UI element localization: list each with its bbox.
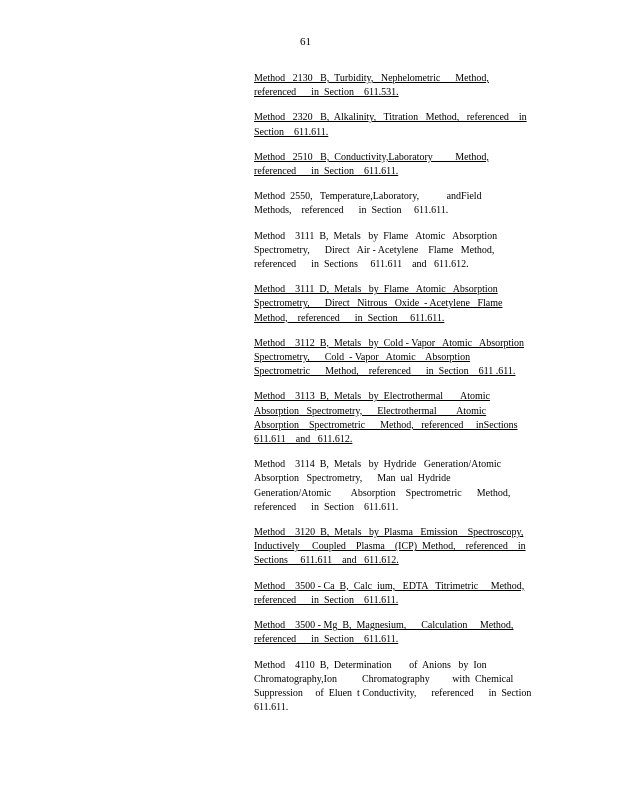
method-entry xyxy=(254,458,546,515)
method-entry-text: referenced in Section 611.611. xyxy=(254,501,399,513)
method-entry-line xyxy=(254,204,546,218)
method-entry-line xyxy=(254,701,546,715)
method-entry-line xyxy=(254,526,546,540)
method-entry-line xyxy=(254,190,546,204)
method-entry-text: Method 3113 B, Metals by Electrothermal Atomic xyxy=(254,391,490,403)
method-entry-line xyxy=(254,72,546,86)
method-entry-text: 611.611 and 611.612. xyxy=(254,434,353,446)
method-list xyxy=(254,72,546,726)
method-entry xyxy=(254,580,546,608)
method-entry-text: referenced in Section 611.611. xyxy=(254,166,399,178)
method-entry-line xyxy=(254,86,546,100)
method-entry-text: Sections 611.611 and 611.612. xyxy=(254,555,399,567)
method-entry-line xyxy=(254,351,546,365)
method-entry-text: Method 3114 B, Metals by Hydride Generation/Atomic xyxy=(254,459,502,471)
method-entry-line xyxy=(254,594,546,608)
method-entry xyxy=(254,190,546,218)
method-entry-text: Spectrometry, Direct Air - Acetylene Flame Method, xyxy=(254,244,495,256)
method-entry xyxy=(254,72,546,100)
method-entry-line xyxy=(254,230,546,244)
method-entry-text: Suppression of Eluen t Conductivity, referenced in Section xyxy=(254,687,532,699)
method-entry-text: Method 3500 - Ca B, Calc ium, EDTA Titrimetric Method, xyxy=(254,580,525,592)
method-entry-line xyxy=(254,405,546,419)
method-entry-line xyxy=(254,297,546,311)
method-entry-line xyxy=(254,487,546,501)
method-entry-line xyxy=(254,687,546,701)
method-entry-line xyxy=(254,458,546,472)
method-entry-text: Method 3500 - Mg B, Magnesium, Calculation Method, xyxy=(254,620,514,632)
method-entry-text: referenced in Section 611.611. xyxy=(254,634,399,646)
method-entry-text: Spectrometric Method, referenced in Section 611 .611. xyxy=(254,366,516,378)
method-entry-text: Inductively Coupled Plasma (ICP) Method, referenced in xyxy=(254,541,526,553)
method-entry-line xyxy=(254,258,546,272)
method-entry-text: Method 2130 B, Turbidity, Nephelometric Method, xyxy=(254,73,489,84)
method-entry-text: Section 611.611. xyxy=(254,126,329,138)
method-entry-line xyxy=(254,501,546,515)
method-entry-text: Absorption Spectrometric Method, referenced inSections xyxy=(254,419,518,431)
method-entry-text: Absorption Spectrometry, Electrothermal Atomic xyxy=(254,405,487,417)
method-entry-line xyxy=(254,244,546,258)
method-entry-text: Generation/Atomic Absorption Spectrometric Method, xyxy=(254,487,511,499)
method-entry-text: Method 3111 B, Metals by Flame Atomic Absorption xyxy=(254,230,498,242)
method-entry-text: Method 2320 B, Alkalinity, Titration Method, referenced in xyxy=(254,112,527,124)
method-entry-line xyxy=(254,554,546,568)
method-entry xyxy=(254,526,546,569)
method-entry-text: Spectrometry, Direct Nitrous Oxide - Acetylene Flame xyxy=(254,298,503,310)
method-entry xyxy=(254,111,546,139)
method-entry-text: referenced in Section 611.611. xyxy=(254,594,399,606)
method-entry xyxy=(254,337,546,380)
method-entry-line xyxy=(254,419,546,433)
method-entry-line xyxy=(254,472,546,486)
method-entry xyxy=(254,283,546,326)
method-entry-text: Chromatography,Ion Chromatography with Chemical xyxy=(254,673,514,685)
method-entry-text: Method 3112 B, Metals by Cold - Vapor Atomic Absorption xyxy=(254,337,524,349)
method-entry-line xyxy=(254,580,546,594)
method-entry-line xyxy=(254,365,546,379)
method-entry-text: Method 3120 B, Metals by Plasma Emission Spectroscopy, xyxy=(254,527,524,539)
method-entry-line xyxy=(254,111,546,125)
method-entry-text: referenced in Section 611.531. xyxy=(254,87,399,99)
method-entry-line xyxy=(254,390,546,404)
method-entry-text: Methods, referenced in Section 611.611. xyxy=(254,205,449,217)
page-number: 61 xyxy=(300,36,311,48)
method-entry-text: referenced in Sections 611.611 and 611.612. xyxy=(254,259,469,271)
method-entry-text: Method 2550, Temperature,Laboratory, andField xyxy=(254,191,482,203)
method-entry-line xyxy=(254,126,546,140)
method-entry xyxy=(254,390,546,447)
method-entry-text: Method 3111 D, Metals by Flame Atomic Absorption xyxy=(254,284,498,296)
method-entry-text: Method 2510 B, Conductivity,Laboratory Method, xyxy=(254,151,489,163)
method-entry-line xyxy=(254,337,546,351)
method-entry-line xyxy=(254,540,546,554)
method-entry-text: Absorption Spectrometry, Man ual Hydride xyxy=(254,473,451,485)
method-entry-text: Spectrometry, Cold - Vapor Atomic Absorption xyxy=(254,352,471,364)
method-entry-line xyxy=(254,165,546,179)
method-entry-text: Method 4110 B, Determination of Anions by Ion xyxy=(254,659,487,671)
method-entry-line xyxy=(254,633,546,647)
method-entry xyxy=(254,619,546,647)
method-entry-line xyxy=(254,619,546,633)
method-entry xyxy=(254,659,546,716)
method-entry-line xyxy=(254,283,546,297)
method-entry xyxy=(254,151,546,179)
method-entry-line xyxy=(254,673,546,687)
method-entry-line xyxy=(254,659,546,673)
method-entry-text: Method, referenced in Section 611.611. xyxy=(254,312,445,324)
method-entry-line xyxy=(254,151,546,165)
method-entry-text: 611.611. xyxy=(254,702,289,714)
method-entry-line xyxy=(254,433,546,447)
method-entry-line xyxy=(254,312,546,326)
method-entry xyxy=(254,230,546,273)
